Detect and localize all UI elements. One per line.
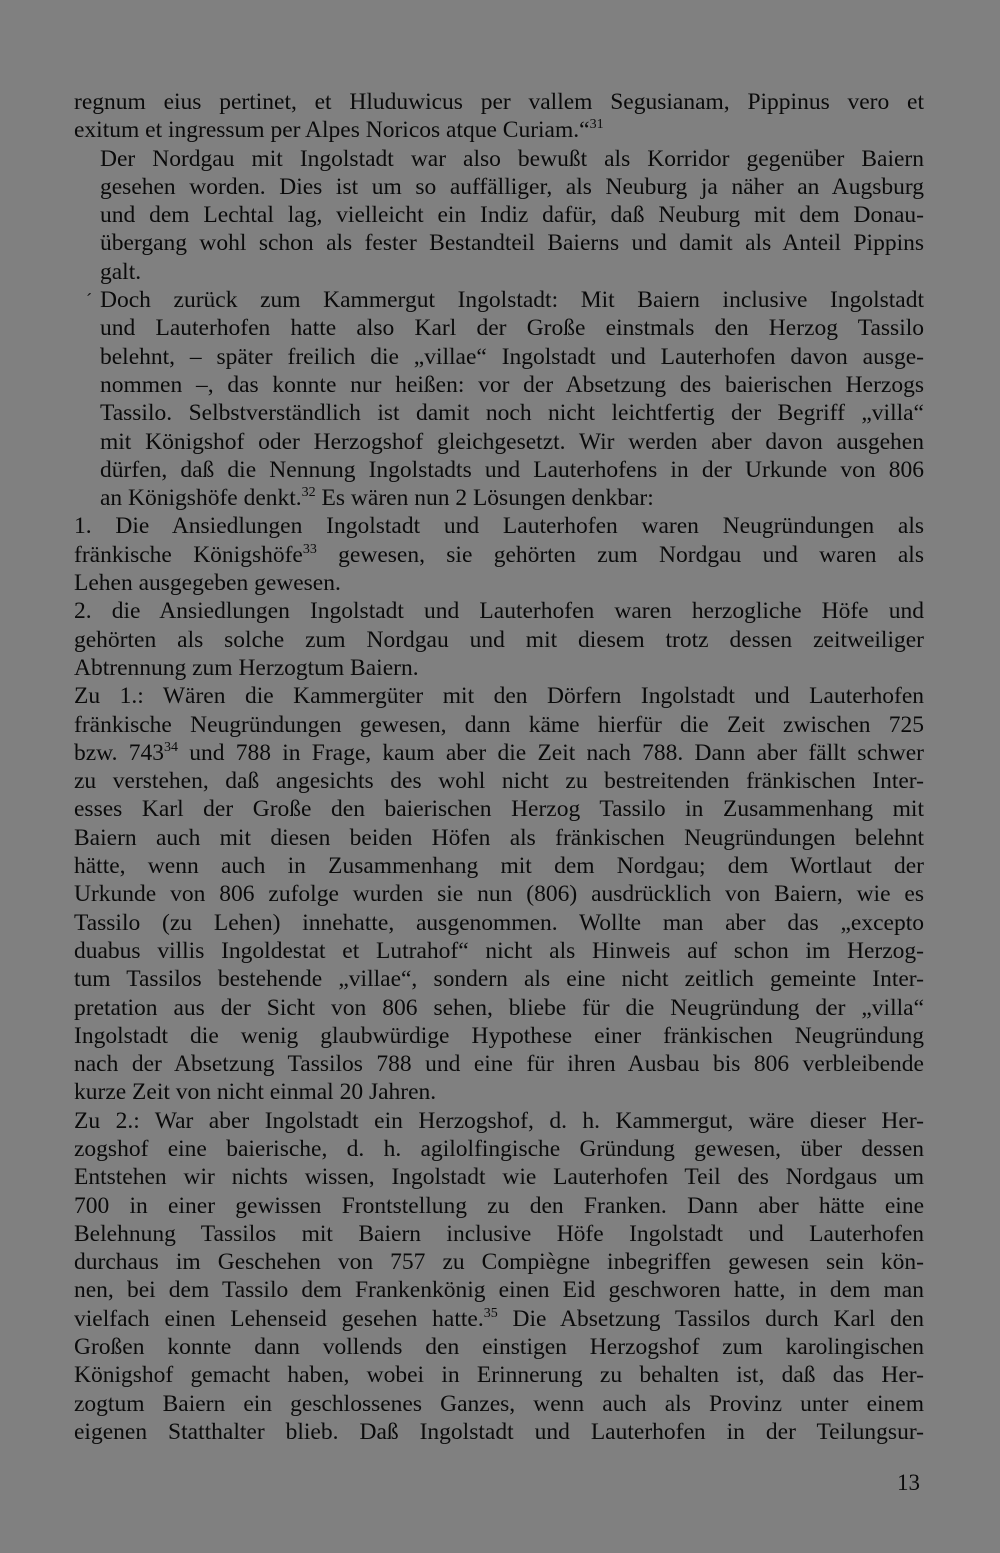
text-line: Doch zurück zum Kammergut Ingolstadt: Mit Baiern inclusive Ingolstadt: [100, 287, 924, 314]
text-line: pretation aus der Sicht von 806 sehen, bliebe für die Neugründung der „villa“: [74, 994, 924, 1021]
text-line: regnum eius pertinet, et Hluduwicus per vallem Segusianam, Pippinus vero et: [74, 89, 924, 115]
footnote-ref: 32: [301, 485, 316, 501]
text-line: [74, 116, 924, 144]
footnote-ref: 31: [589, 117, 604, 133]
text-line: Abtrennung zum Herzogtum Baiern.: [74, 654, 419, 681]
text-line: Zu 2.: War aber Ingolstadt ein Herzogshof, d. h. Kammergut, wäre dieser Her-: [74, 1107, 924, 1134]
text-line: Königshof gemacht haben, wobei in Erinnerung zu behalten ist, daß das Her-: [74, 1362, 924, 1389]
text-line: Großen konnte dann vollends den einstigen Herzogshof zum karolingischen: [74, 1334, 924, 1361]
text-line: bzw. $743^{34}$ und 788 in Frage, kaum aber die Zeit nach 788. Dann aber fällt schwer: [74, 739, 924, 766]
list-item-2: [74, 597, 924, 682]
footnote-ref: 35: [483, 1305, 498, 1321]
text-line: Tassilo (zu Lehen) innehatte, ausgenommen. Wollte man aber das „excepto: [74, 909, 924, 936]
paragraph-nordgau: [74, 145, 924, 286]
text-line: nommen –, das konnte nur heißen: vor der Absetzung des baierischen Herzogs: [100, 371, 924, 398]
text-line: zogshof eine baierische, d. h. agilolfingische Gründung gewesen, über dessen: [74, 1135, 924, 1162]
text-line: Entstehen wir nichts wissen, Ingolstadt wie Lauterhofen Teil des Nordgaus um: [74, 1164, 924, 1191]
text-line: Zu 1.: Wären die Kammergüter mit den Dörfern Ingolstadt und Lauterhofen: [74, 683, 924, 710]
text-line: eigenen Statthalter blieb. Daß Ingolstadt und Lauterhofen in der Teilungsur-: [74, 1418, 924, 1445]
text-fragment: exitum et ingressum per Alpes Noricos atque Curiam.“: [74, 117, 590, 144]
text-line: galt.: [100, 258, 142, 285]
paragraph-quote-end: [74, 88, 924, 145]
list-item-1: [74, 512, 924, 597]
text-line: fränkische Königshöfe$^{33}$ gewesen, sie gehörten zum Nordgau und waren als: [74, 541, 924, 568]
text-line: duabus villis Ingoldestat et Lutrahof“ nicht als Hinweis auf schon im Herzog-: [74, 937, 924, 964]
text-line: kurze Zeit von nicht einmal 20 Jahren.: [74, 1079, 437, 1106]
text-line: und dem Lechtal lag, vielleicht ein Indiz dafür, daß Neuburg mit dem Donau-: [100, 202, 924, 229]
text-line: fränkische Neugründungen gewesen, dann käme hierfür die Zeit zwischen 725: [74, 711, 924, 738]
text-line: und Lauterhofen hatte also Karl der Große einstmals den Herzog Tassilo: [100, 315, 924, 342]
paragraph-zu-2: [74, 1107, 924, 1447]
text-line: 2. die Ansiedlungen Ingolstadt und Lauterhofen waren herzogliche Höfe und: [74, 598, 924, 625]
text-line: 1. Die Ansiedlungen Ingolstadt und Lauterhofen waren Neugründungen als: [74, 513, 924, 540]
body-text: [74, 88, 924, 1446]
text-line: an Königshöfe denkt.$^{32}$ Es wären nun 2 Lösungen denkbar:: [100, 485, 654, 512]
text-line: Tassilo. Selbstverständlich ist damit noch nicht leichtfertig der Begriff „villa“: [100, 400, 924, 427]
text-line: Ingolstadt die wenig glaubwürdige Hypothese einer fränkischen Neugründung: [74, 1022, 924, 1049]
text-line: 700 in einer gewissen Frontstellung zu den Franken. Dann aber hätte eine: [74, 1192, 924, 1219]
text-line: Baiern auch mit diesen beiden Höfen als fränkischen Neugründungen belehnt: [74, 824, 924, 851]
text-line: Belehnung Tassilos mit Baiern inclusive Höfe Ingolstadt und Lauterhofen: [74, 1220, 924, 1247]
text-line: Der Nordgau mit Ingolstadt war also bewußt als Korridor gegenüber Baiern: [100, 145, 924, 172]
text-line: nach der Absetzung Tassilos 788 und eine für ihren Ausbau bis 806 verbleibende: [74, 1051, 924, 1078]
footnote-ref: 33: [302, 541, 317, 557]
paragraph-kammergut: [74, 286, 924, 512]
text-line: gehörten als solche zum Nordgau und mit diesem trotz dessen zeitweiliger: [74, 626, 924, 653]
text-line: zogtum Baiern ein geschlossenes Ganzes, wenn auch als Provinz unter einem: [74, 1390, 924, 1417]
paragraph-zu-1: [74, 682, 924, 1106]
text-line: dürfen, daß die Nennung Ingolstadts und Lauterhofens in der Urkunde von 806: [100, 456, 924, 483]
margin-mark: ˊ: [86, 290, 92, 310]
text-line: Lehen ausgegeben gewesen.: [74, 570, 341, 597]
text-line: gesehen worden. Dies ist um so auffälliger, als Neuburg ja näher an Augsburg: [100, 173, 924, 200]
text-line: durchaus im Geschehen von 757 zu Compiègne inbegriffen gewesen sein kön-: [74, 1249, 924, 1276]
text-line: nen, bei dem Tassilo dem Frankenkönig einen Eid geschworen hatte, in dem man: [74, 1277, 924, 1304]
text-line: tum Tassilos bestehende „villae“, sondern als eine nicht zeitlich gemeinte Inter-: [74, 966, 924, 993]
text-line: zu verstehen, daß angesichts des wohl nicht zu bestreitenden fränkischen Inter-: [74, 768, 924, 795]
text-line: esses Karl der Große den baierischen Herzog Tassilo in Zusammenhang mit: [74, 796, 924, 823]
text-line: mit Königshof oder Herzogshof gleichgesetzt. Wir werden aber davon ausgehen: [100, 428, 924, 455]
footnote-ref: 34: [164, 739, 178, 755]
page-number: 13: [897, 1470, 920, 1495]
text-line: übergang wohl schon als fester Bestandteil Baierns und damit als Anteil Pippins: [100, 230, 924, 257]
text-line: belehnt, – später freilich die „villae“ Ingolstadt und Lauterhofen davon ausge-: [100, 343, 924, 370]
text-line: vielfach einen Lehenseid gesehen hatte.$^{35}$ Die Absetzung Tassilos durch Karl den: [74, 1305, 924, 1332]
text-line: hätte, wenn auch in Zusammenhang mit dem Nordgau; dem Wortlaut der: [74, 853, 924, 880]
text-line: Urkunde von 806 zufolge wurden sie nun (806) ausdrücklich von Baiern, wie es: [74, 881, 924, 908]
